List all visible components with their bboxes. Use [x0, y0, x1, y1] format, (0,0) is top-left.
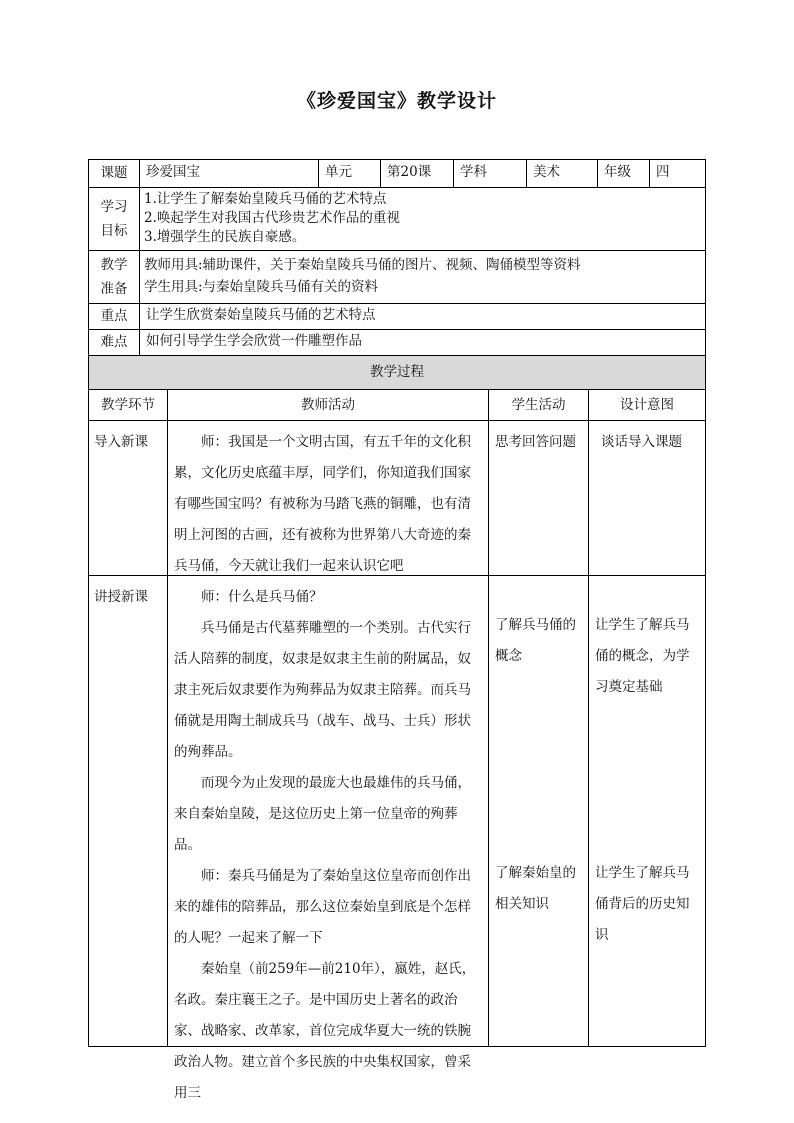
unit-value: 第20课: [380, 159, 454, 188]
grade-label: 年级: [597, 159, 650, 188]
course-label: 课题: [88, 159, 140, 188]
row-teacher-activity: [167, 575, 489, 1101]
teacher-paragraph: 秦始皇（前259年—前210年），嬴姓，赵氏，名政。秦庄襄王之子。是中国历史上著名的政治家、战略家、改革家，首位完成华夏大一统的铁腕政治人物。建立首个多民族的中央集权国家，曾采用三: [174, 961, 476, 1101]
design-intent-item: 让学生了解兵马俑背后的历史知识: [595, 865, 690, 943]
row-stage: 导入新课: [88, 420, 168, 576]
subject-value: 美术: [526, 159, 598, 188]
teacher-paragraph: 兵马俑是古代墓葬雕塑的一个类别。古代实行活人陪葬的制度，奴隶是奴隶主生前的附属品，奴隶主死后奴隶要作为殉葬品为奴隶主陪葬。而兵马俑就是用陶土制成兵马（战车、战马、士兵）形状的殉葬品。: [174, 620, 471, 760]
prep-teacher: 教师用具:辅助课件，关于秦始皇陵兵马俑的图片、视频、陶俑模型等资料: [144, 257, 581, 273]
key-point-value: 让学生欣赏秦始皇陵兵马俑的艺术特点: [139, 303, 706, 330]
grade-value: 四: [649, 159, 706, 188]
student-activity-item: 了解秦始皇的相关知识: [495, 865, 576, 912]
col-header-intent: 设计意图: [588, 389, 706, 421]
row-student-activity: [488, 575, 589, 1047]
prep-label: 教学准备: [88, 250, 140, 304]
teacher-paragraph: 而现今为止发现的最庞大也最雄伟的兵马俑，来自秦始皇陵，是这位历史上第一位皇帝的殉葬品。: [174, 775, 471, 853]
goal-item: 1.让学生了解秦始皇陵兵马俑的艺术特点: [144, 191, 387, 207]
row-stage: 讲授新课: [88, 575, 168, 1047]
goals-content: [139, 187, 706, 251]
col-header-teacher: 教师活动: [167, 389, 489, 421]
difficulty-label: 难点: [88, 329, 140, 356]
process-header: 教学过程: [88, 355, 706, 390]
teacher-paragraph: 师：秦兵马俑是为了秦始皇这位皇帝而创作出来的雄伟的陪葬品，那么这位秦始皇到底是个怎样的人呢？一起来了解一下: [174, 868, 471, 946]
row-design-intent: 谈话导入课题: [588, 420, 706, 576]
document-title: 《珍爱国宝》教学设计: [296, 90, 497, 112]
design-intent-item: 让学生了解兵马俑的概念，为学习奠定基础: [595, 617, 690, 695]
prep-content: [139, 250, 706, 304]
col-header-student: 学生活动: [488, 389, 589, 421]
row-design-intent: [588, 575, 706, 1047]
student-activity-item: 了解兵马俑的概念: [495, 617, 576, 664]
row-student-activity: 思考回答问题: [488, 420, 589, 576]
unit-label: 单元: [318, 159, 381, 188]
subject-label: 学科: [453, 159, 527, 188]
key-point-label: 重点: [88, 303, 140, 330]
course-value: 珍爱国宝: [139, 159, 319, 188]
difficulty-value: 如何引导学生学会欣赏一件雕塑作品: [139, 329, 706, 356]
goal-item: 2.唤起学生对我国古代珍贵艺术作品的重视: [144, 210, 400, 226]
row-teacher-activity: [167, 420, 489, 576]
prep-student: 学生用具:与秦始皇陵兵马俑有关的资料: [144, 279, 379, 295]
teacher-paragraph: 师：我国是一个文明古国，有五千年的文化积累，文化历史底蕴丰厚，同学们，你知道我们国家有哪些国宝吗？有被称为马踏飞燕的铜雕，也有清明上河图的古画，还有被称为世界第八大奇迹的秦兵马俑，今天就让我们一起来认识它吧: [174, 434, 471, 574]
col-header-stage: 教学环节: [88, 389, 168, 421]
goals-label: 学习目标: [88, 187, 140, 251]
goal-item: 3.增强学生的民族自豪感。: [144, 229, 306, 245]
teacher-paragraph: 师：什么是兵马俑？: [201, 589, 323, 605]
